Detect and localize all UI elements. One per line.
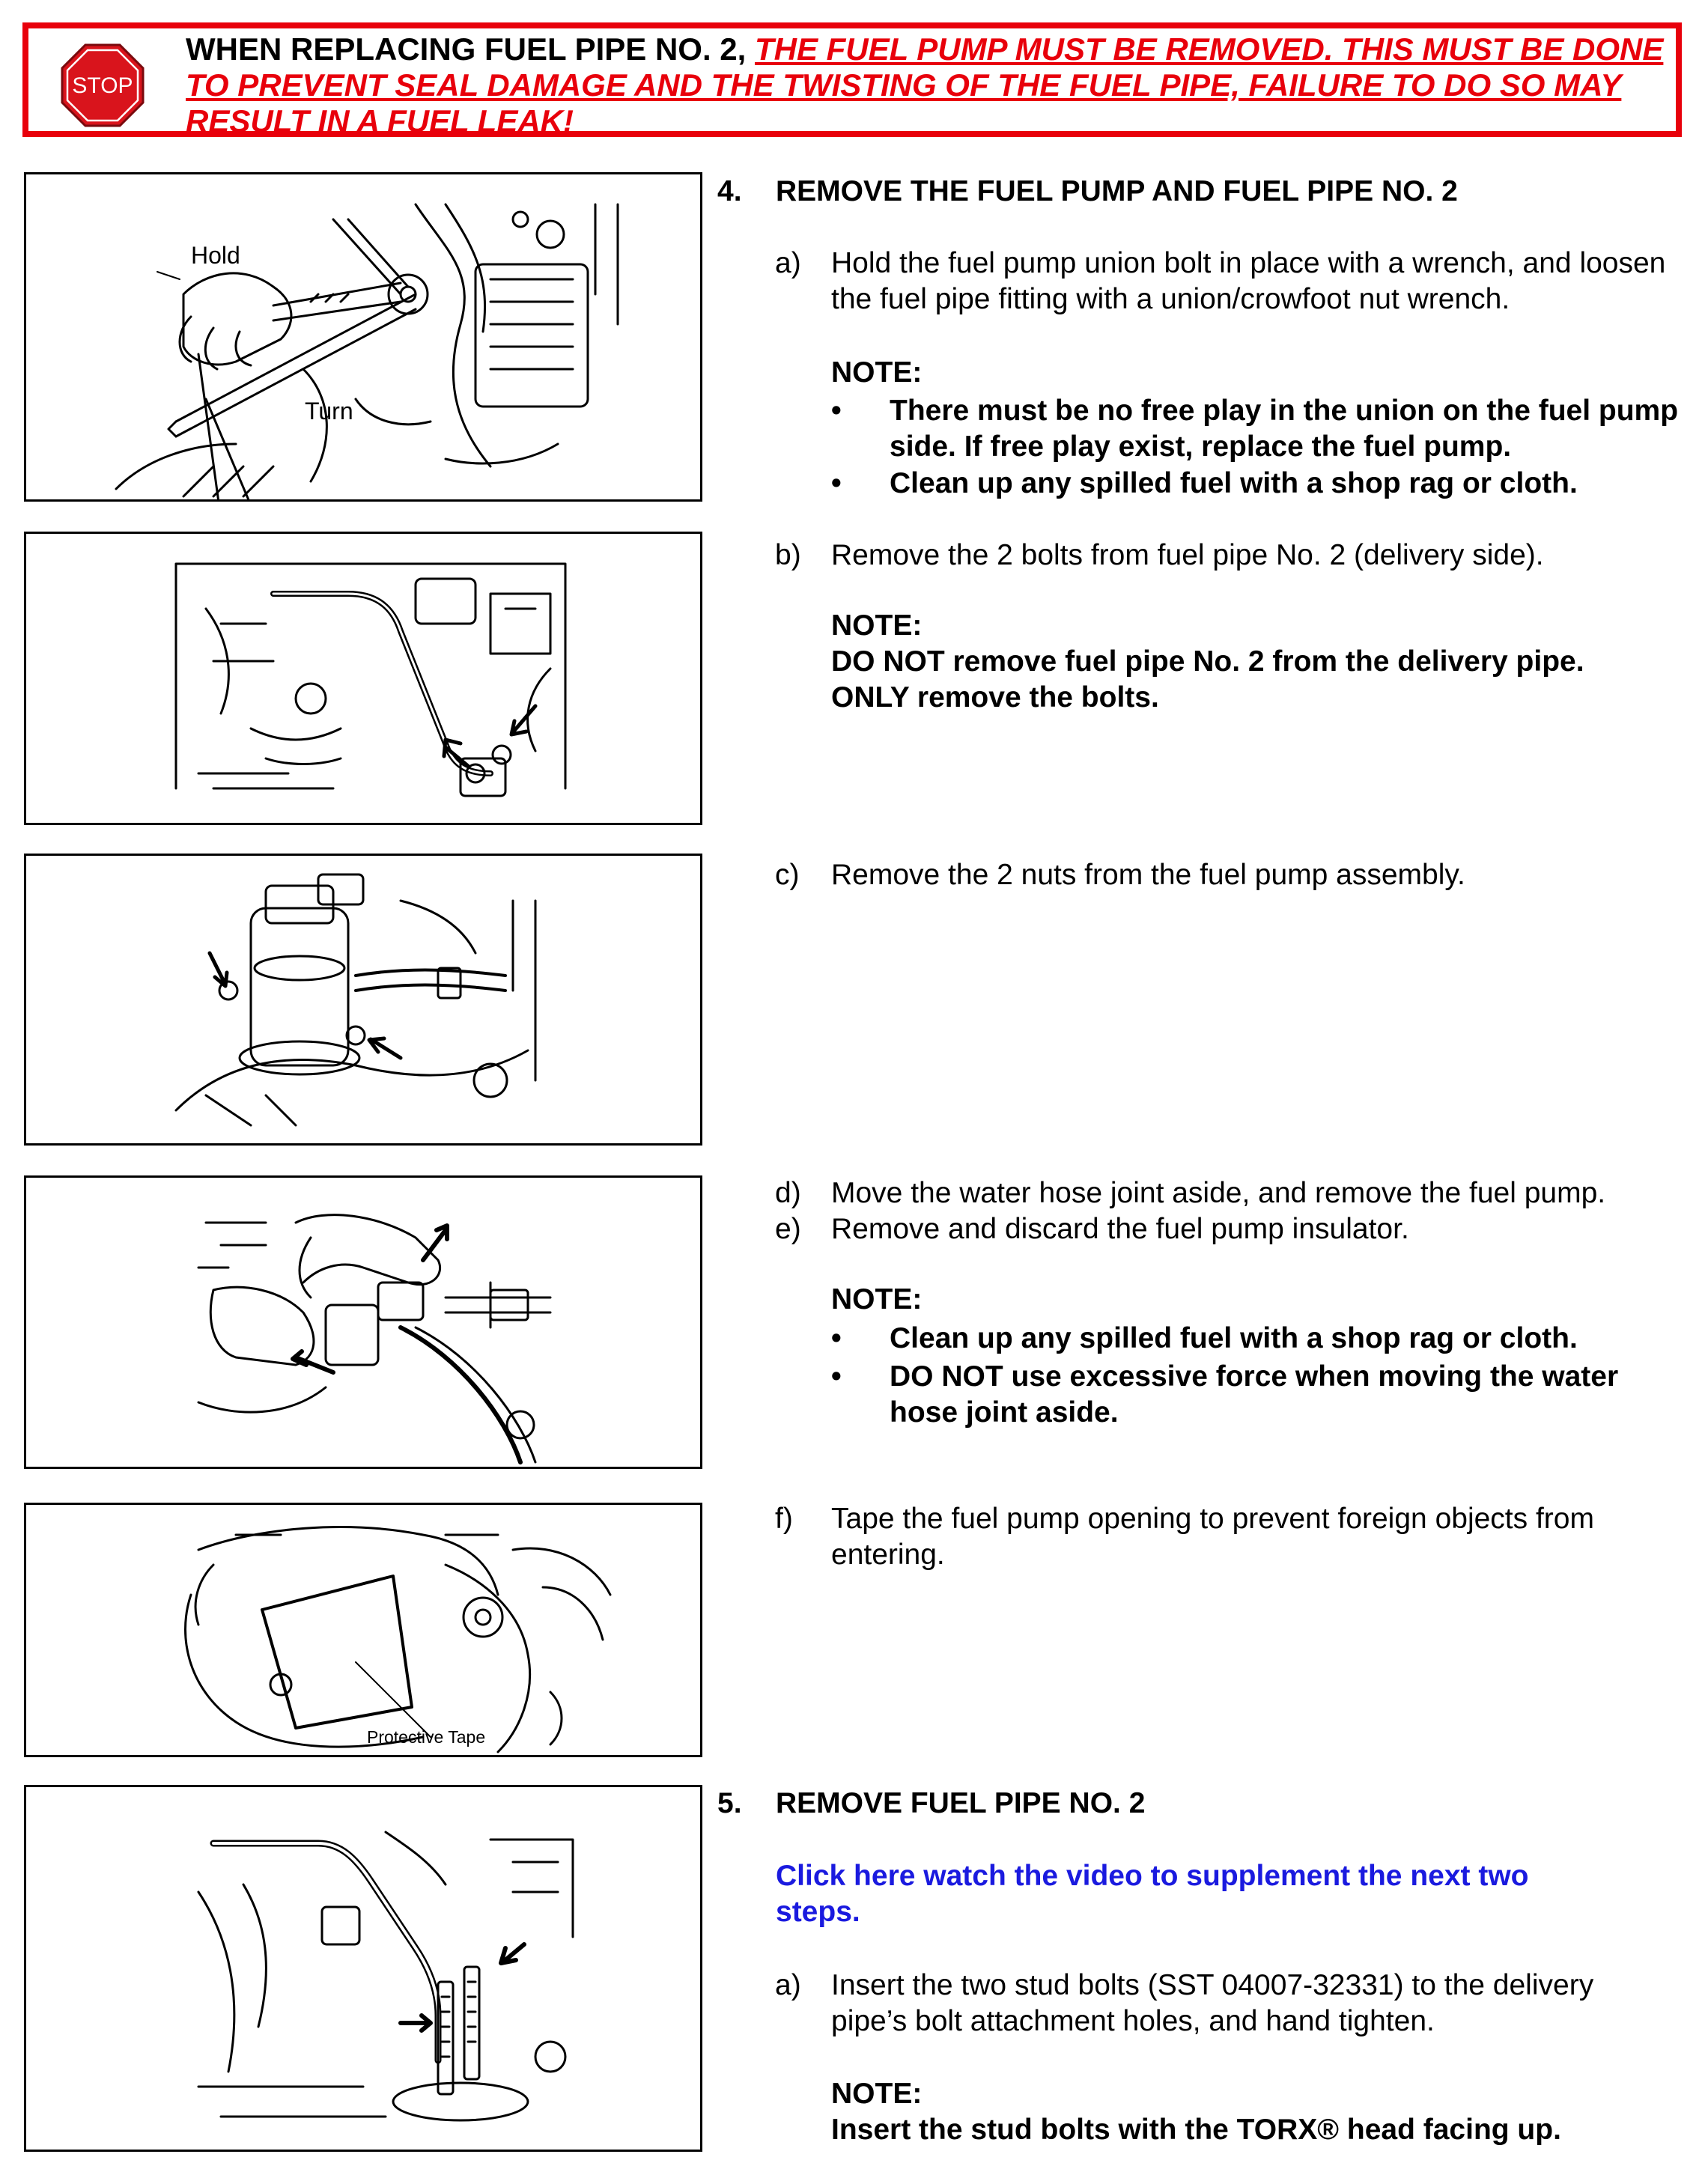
label-turn: Turn xyxy=(305,398,353,425)
warning-emphasis: THE FUEL PUMP MUST BE REMOVED. THIS MUST BE DONE TO PREVENT SEAL DAMAGE AND THE TWISTING OF THE FUEL PIPE, FAILURE TO DO SO MAY RESULT IN A FUEL LEAK! xyxy=(186,31,1664,139)
step4f-letter: f) xyxy=(775,1503,793,1535)
warning-banner xyxy=(22,22,1682,137)
figure-delivery-bolts xyxy=(24,532,702,825)
stop-sign-label: STOP xyxy=(72,73,133,98)
label-protective-tape: Protective Tape xyxy=(367,1727,486,1747)
step5a-letter: a) xyxy=(775,1969,801,2001)
warning-text xyxy=(186,31,1676,139)
figure-fuel-pump-nuts xyxy=(24,854,702,1146)
step4a-note-bullet-1: There must be no free play in the union on the fuel pump side. If free play exist, replace the fuel pump. xyxy=(890,395,1679,463)
step4e-note-bullet-2: DO NOT use excessive force when moving the water hose joint aside. xyxy=(890,1360,1619,1429)
figure-remove-fuel-pump-illustration xyxy=(26,1178,700,1467)
warning-lead: WHEN REPLACING FUEL PIPE NO. 2, xyxy=(186,31,747,67)
step4-title: REMOVE THE FUEL PUMP AND FUEL PIPE NO. 2 xyxy=(776,175,1458,207)
video-link[interactable]: Click here watch the video to supplement the next two steps. xyxy=(776,1860,1529,1928)
step4d-letter: d) xyxy=(775,1177,801,1209)
step4e-letter: e) xyxy=(775,1213,801,1245)
label-hold: Hold xyxy=(191,242,240,269)
figure-protective-tape-illustration xyxy=(26,1505,700,1755)
step5a-note-text: Insert the stud bolts with the TORX® head facing up. xyxy=(831,2114,1561,2146)
step4a-letter: a) xyxy=(775,247,801,279)
step4-number: 4. xyxy=(717,175,742,207)
bullet-dot: • xyxy=(831,1322,842,1354)
step4b-note-text: DO NOT remove fuel pipe No. 2 from the delivery pipe. ONLY remove the bolts. xyxy=(831,645,1584,714)
figure-fuel-pump-nuts-illustration xyxy=(26,856,700,1143)
figure-stud-bolts xyxy=(24,1785,702,2152)
figure-stud-bolts-illustration xyxy=(26,1787,700,2150)
figure-hold-turn xyxy=(24,172,702,502)
step4b-text: Remove the 2 bolts from fuel pipe No. 2 (delivery side). xyxy=(831,539,1544,571)
figure-delivery-bolts-illustration xyxy=(26,534,700,823)
stop-sign-icon xyxy=(61,43,145,127)
step5-title: REMOVE FUEL PIPE NO. 2 xyxy=(776,1787,1146,1819)
step4e-note-label: NOTE: xyxy=(831,1283,923,1315)
step4a-note-label: NOTE: xyxy=(831,356,923,389)
step4e-text: Remove and discard the fuel pump insulator. xyxy=(831,1213,1409,1245)
figure-remove-fuel-pump xyxy=(24,1175,702,1469)
step4b-note-label: NOTE: xyxy=(831,609,923,642)
step4c-text: Remove the 2 nuts from the fuel pump assembly. xyxy=(831,859,1465,891)
step5-number: 5. xyxy=(717,1787,742,1819)
figure-hold-turn-illustration xyxy=(26,174,700,499)
step5a-text: Insert the two stud bolts (SST 04007-32331) to the delivery pipe’s bolt attachment holes, and hand tighten. xyxy=(831,1969,1594,2037)
step4a-text: Hold the fuel pump union bolt in place with a wrench, and loosen the fuel pipe fitting with a union/crowfoot nut wrench. xyxy=(831,247,1666,315)
step4e-note-bullet-1: Clean up any spilled fuel with a shop rag or cloth. xyxy=(890,1322,1578,1354)
step4b-letter: b) xyxy=(775,539,801,571)
figure-protective-tape xyxy=(24,1503,702,1757)
bullet-dot: • xyxy=(831,395,842,427)
bullet-dot: • xyxy=(831,467,842,499)
step4f-text: Tape the fuel pump opening to prevent foreign objects from entering. xyxy=(831,1503,1594,1571)
step4d-text: Move the water hose joint aside, and remove the fuel pump. xyxy=(831,1177,1606,1209)
bullet-dot: • xyxy=(831,1360,842,1393)
step4c-letter: c) xyxy=(775,859,800,891)
step5a-note-label: NOTE: xyxy=(831,2078,923,2110)
step4a-note-bullet-2: Clean up any spilled fuel with a shop rag or cloth. xyxy=(890,467,1578,499)
